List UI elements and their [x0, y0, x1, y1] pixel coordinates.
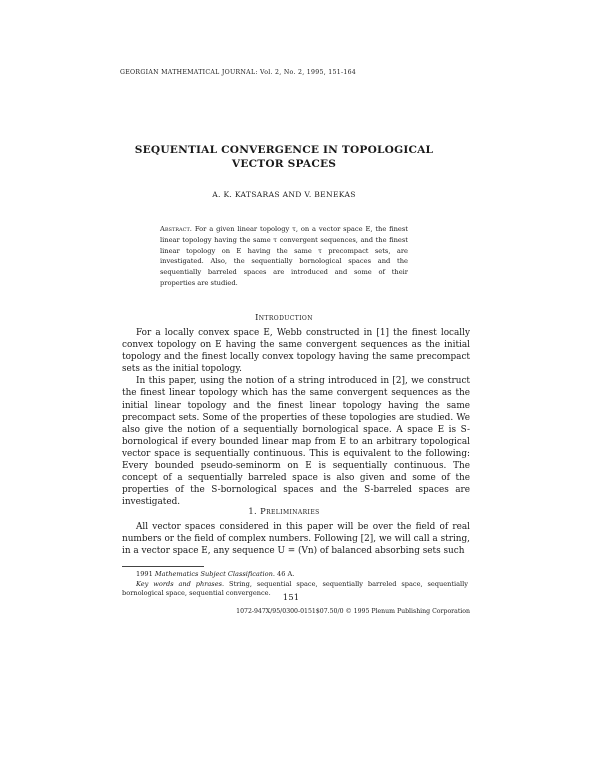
abstract-text: For a given linear topology τ, on a vector space E, the finest linear topology having the same τ convergent sequences, and the finest linear topology on E having the same τ precompact sets, are investigated. Also, the sequentially bornological spaces and the sequentially barreled spaces are introduced and some of their properties are studied.: [160, 225, 408, 287]
footnote-rule: [122, 566, 204, 567]
paper-title-line-2: VECTOR SPACES: [231, 158, 337, 170]
preliminaries-heading: 1. Preliminaries: [248, 506, 320, 516]
paper-authors: A. K. KATSARAS AND V. BENEKAS: [212, 190, 356, 199]
paper-title: [100, 143, 468, 171]
introduction-paragraph-1: For a locally convex space E, Webb constructed in [1] the finest locally convex topology on E having the same convergent sequences as the initial topology and the finest locally convex topology having the same precompact sets as the initial topology.: [122, 328, 470, 375]
page-number: 151: [282, 593, 300, 603]
introduction-body: [122, 327, 470, 508]
msc-code: 46 A.: [277, 570, 295, 578]
keywords-label: Key words and phrases.: [136, 579, 225, 588]
msc-year: 1991: [136, 570, 153, 578]
keywords-text: String, sequential space, sequentially barreled space, sequentially bornological space, sequential convergence.: [122, 579, 468, 598]
journal-header: GEORGIAN MATHEMATICAL JOURNAL: Vol. 2, No. 2, 1995, 151-164: [120, 69, 357, 76]
msc-footnote: [122, 570, 468, 580]
copyright-line: 1072-947X/95/0300-0151$07.50/0 © 1995 Plenum Publishing Corporation: [236, 608, 470, 615]
abstract: [160, 224, 408, 289]
preliminaries-paragraph-1: All vector spaces considered in this paper will be over the field of real numbers or the field of complex numbers. Following [2], we will call a string, in a vector space E, any sequence U = (Vn) of balanced absorbing sets such: [122, 522, 470, 557]
introduction-heading: Introduction: [255, 312, 313, 322]
abstract-label: Abstract.: [160, 225, 192, 233]
introduction-paragraph-2: In this paper, using the notion of a string introduced in [2], we construct the finest linear topology which has the same convergent sequences as the initial linear topology and the finest linear topology having the same precompact sets. Some of the properties of these topologies are studied. We also give the notion of a sequentially bornological space. A space E is S-bornological if every bounded linear map from E to an arbitrary topological vector space is sequentially continuous. This is equivalent to the following: Every bounded pseudo-seminorm on E is sequentially continuous. The concept of a sequentially barreled space is also given and some of the properties of the S-bornological spaces and the S-barreled spaces are investigated.: [122, 376, 470, 508]
preliminaries-body: [122, 521, 470, 557]
msc-label: Mathematics Subject Classification.: [154, 570, 275, 578]
paper-title-line-1: SEQUENTIAL CONVERGENCE IN TOPOLOGICAL: [134, 144, 434, 156]
